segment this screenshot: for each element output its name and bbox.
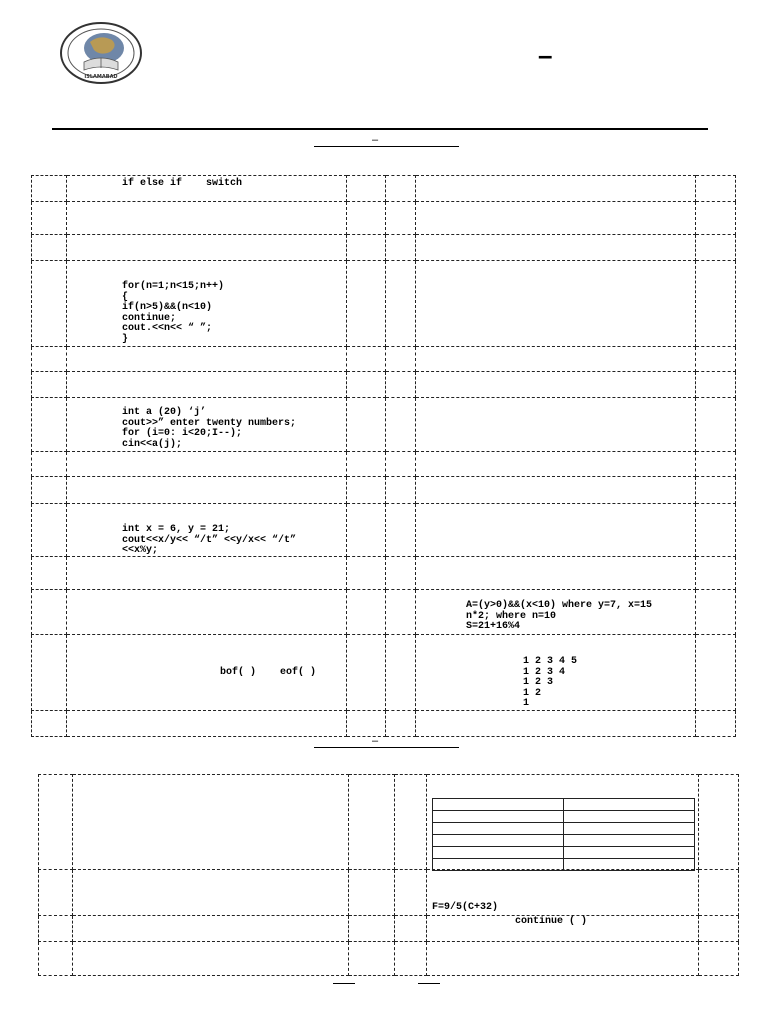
- table-row: [32, 557, 736, 590]
- section-b-table: [38, 774, 739, 976]
- q13-bof-eof: bof( ) eof( ): [220, 667, 317, 678]
- table-row: [32, 452, 736, 477]
- blank-grid: [432, 798, 695, 871]
- table-row: [39, 942, 739, 976]
- table-row: [32, 235, 736, 261]
- table-row: [32, 347, 736, 372]
- table-row: [39, 870, 739, 916]
- table-row: [32, 504, 736, 557]
- board-seal-logo: [60, 22, 142, 84]
- table-row: [32, 202, 736, 235]
- section-a-dash: –: [372, 134, 379, 146]
- svg-text:ISLAMABAD: ISLAMABAD: [84, 74, 118, 80]
- header-rule: [52, 128, 708, 130]
- q13-number-pattern: 1 2 3 4 5 1 2 3 4 1 2 3 1 2 1: [523, 656, 578, 710]
- table-row: [39, 916, 739, 942]
- q7-code: int a (20) ‘j’ cout>>” enter twenty numbers; for (i=0: i<20;I--); cin<<a(j);: [122, 407, 297, 450]
- q2-formula: F=9/5(C+32): [432, 902, 499, 913]
- table-row: [32, 261, 736, 347]
- section-a-underline: [314, 146, 459, 147]
- section-b-dash: –: [372, 735, 379, 747]
- table-row: [32, 590, 736, 635]
- footer-mark-right: [418, 983, 440, 984]
- q4-code: for(n=1;n<15;n++) { if(n>5)&&(n<10) continue; cout.<<n<< “ ”; }: [122, 281, 225, 345]
- table-row: [32, 176, 736, 202]
- section-a-table: [31, 175, 736, 737]
- table-row: [32, 477, 736, 504]
- q10-code: int x = 6, y = 21; cout<<x/y<< “/t” <<y/x<< “/t” <<x%y;: [122, 524, 297, 557]
- q1-text: if else if switch: [122, 178, 243, 189]
- footer-mark-left: [333, 983, 355, 984]
- q12-expressions: A=(y>0)&&(x<10) where y=7, x=15 n*2; where n=10 S=21+16%4: [466, 600, 653, 633]
- q3-continue: continue ( ): [515, 916, 588, 927]
- table-row: [32, 372, 736, 398]
- title-dash: –: [538, 40, 553, 70]
- section-b-underline: [314, 747, 459, 748]
- table-row: [39, 775, 739, 870]
- table-row: [32, 635, 736, 711]
- table-row: [32, 711, 736, 737]
- table-row: [32, 398, 736, 452]
